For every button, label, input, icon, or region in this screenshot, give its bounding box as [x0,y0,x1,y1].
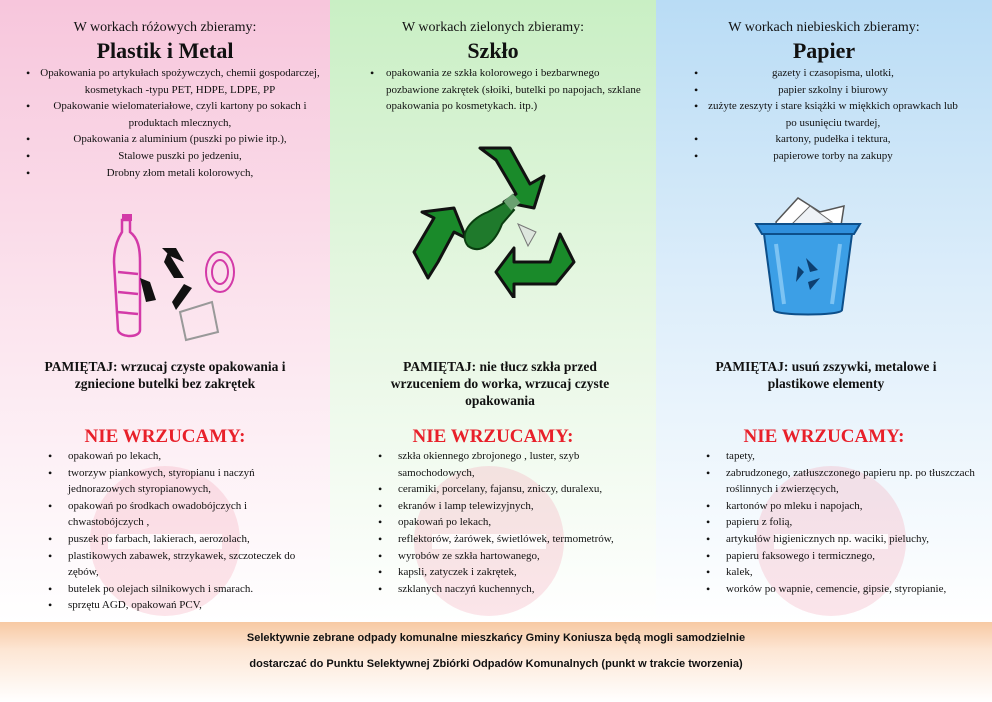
list-item: • szkła okiennego zbrojonego , luster, szyb samochodowych, [398,448,650,481]
not-accepted-header: NIE WRZUCAMY: [84,426,246,447]
list-item: • tworzyw piankowych, styropianu i naczyń jednorazowych styropianowych, [68,465,323,498]
accepted-list [40,65,320,181]
rejected-list [68,448,323,614]
paper-recycle-bin-icon [748,192,868,322]
footer-line-1: Selektywnie zebrane odpady komunalne mieszkańcy Gminy Koniusza będą mogli samodzielnie [246,632,746,644]
list-item: • butelek po olejach silnikowych i smarach. [68,581,323,598]
list-item: • tapety, [726,448,988,465]
list-item: • opakowań po lekach, [68,448,323,465]
list-item: • papieru faksowego i termicznego, [726,548,988,565]
glass-bottle-recycle-icon [410,138,580,298]
remember-note: PAMIĘTAJ: nie tłucz szkła przed wrzuceniem do worka, wrzucaj czyste opakowania [390,359,610,408]
list-item: • wyrobów ze szkła hartowanego, [398,548,650,565]
list-item: • Opakowania z aluminium (puszki po piwie itp.), [40,131,320,148]
list-item: • papierowe torby na zakupy [702,148,964,165]
list-item: • opakowań po środkach owadobójczych i chwastobójczych , [68,498,323,531]
footer-banner [0,622,992,702]
list-item: • papier szkolny i biurowy [702,82,964,99]
column-plastic-metal [0,0,330,622]
plastic-bottle-can-recycle-icon [100,212,250,347]
list-item: • Drobny złom metali kolorowych, [40,165,320,182]
column-glass [330,0,656,622]
list-item: • Stalowe puszki po jedzeniu, [40,148,320,165]
list-item: • ekranów i lamp telewizyjnych, [398,498,650,515]
list-item: • puszek po farbach, lakierach, aerozolach, [68,531,323,548]
footer-line-2: dostarczać do Punktu Selektywnej Zbiórki Odpadów Komunalnych (punkt w trakcie tworzenia) [249,658,743,670]
column-intro: W workach niebieskich zbieramy: [728,20,920,35]
list-item: • kartonów po mleku i napojach, [726,498,988,515]
list-item: • Opakowanie wielomateriałowe, czyli kartony po sokach i produktach mlecznych, [40,98,320,131]
not-accepted-header: NIE WRZUCAMY: [743,426,905,447]
list-item: • sprzętu AGD, opakowań PCV, [68,597,323,614]
list-item: • opakowań po lekach, [398,514,650,531]
list-item: • Opakowania po artykułach spożywczych, chemii gospodarczej, kosmetykach -typu PET, HDPE, LDPE, PP [40,65,320,98]
rejected-list [726,448,988,597]
list-item: • plastikowych zabawek, strzykawek, szczoteczek do zębów, [68,548,323,581]
list-item: • zabrudzonego, zatłuszczonego papieru np. po tłuszczach roślinnych i zwierzęcych, [726,465,988,498]
list-item: • kapsli, zatyczek i zakrętek, [398,564,650,581]
list-item: • opakowania ze szkła kolorowego i bezbarwnego pozbawione zakrętek (słoiki, butelki po napojach, szklane opakowania po kosmetykach. itp.) [386,65,646,115]
column-title: Szkło [467,38,519,63]
list-item: • worków po wapnie, cemencie, gipsie, styropianie, [726,581,988,598]
list-item: • gazety i czasopisma, ulotki, [702,65,964,82]
list-item: • zużyte zeszyty i stare książki w miękkich oprawkach lub po usunięciu twardej, [702,98,964,131]
column-title: Papier [792,38,856,63]
accepted-list [702,65,964,165]
rejected-list [398,448,650,597]
list-item: • kalek, [726,564,988,581]
list-item: • szklanych naczyń kuchennych, [398,581,650,598]
remember-note: PAMIĘTAJ: usuń zszywki, metalowe i plastikowe elementy [715,359,937,391]
column-paper [656,0,992,622]
column-intro: W workach różowych zbieramy: [73,20,257,35]
list-item: • papieru z folią, [726,514,988,531]
list-item: • artykułów higienicznych np. waciki, pieluchy, [726,531,988,548]
list-item: • ceramiki, porcelany, fajansu, zniczy, duralexu, [398,481,650,498]
column-title: Plastik i Metal [96,38,234,63]
column-intro: W workach zielonych zbieramy: [401,20,585,35]
remember-note: PAMIĘTAJ: wrzucaj czyste opakowania i zgniecione butelki bez zakrętek [44,359,286,391]
list-item: • reflektorów, żarówek, świetlówek, termometrów, [398,531,650,548]
accepted-list [386,65,646,115]
not-accepted-header: NIE WRZUCAMY: [412,426,574,447]
list-item: • kartony, pudełka i tektura, [702,131,964,148]
